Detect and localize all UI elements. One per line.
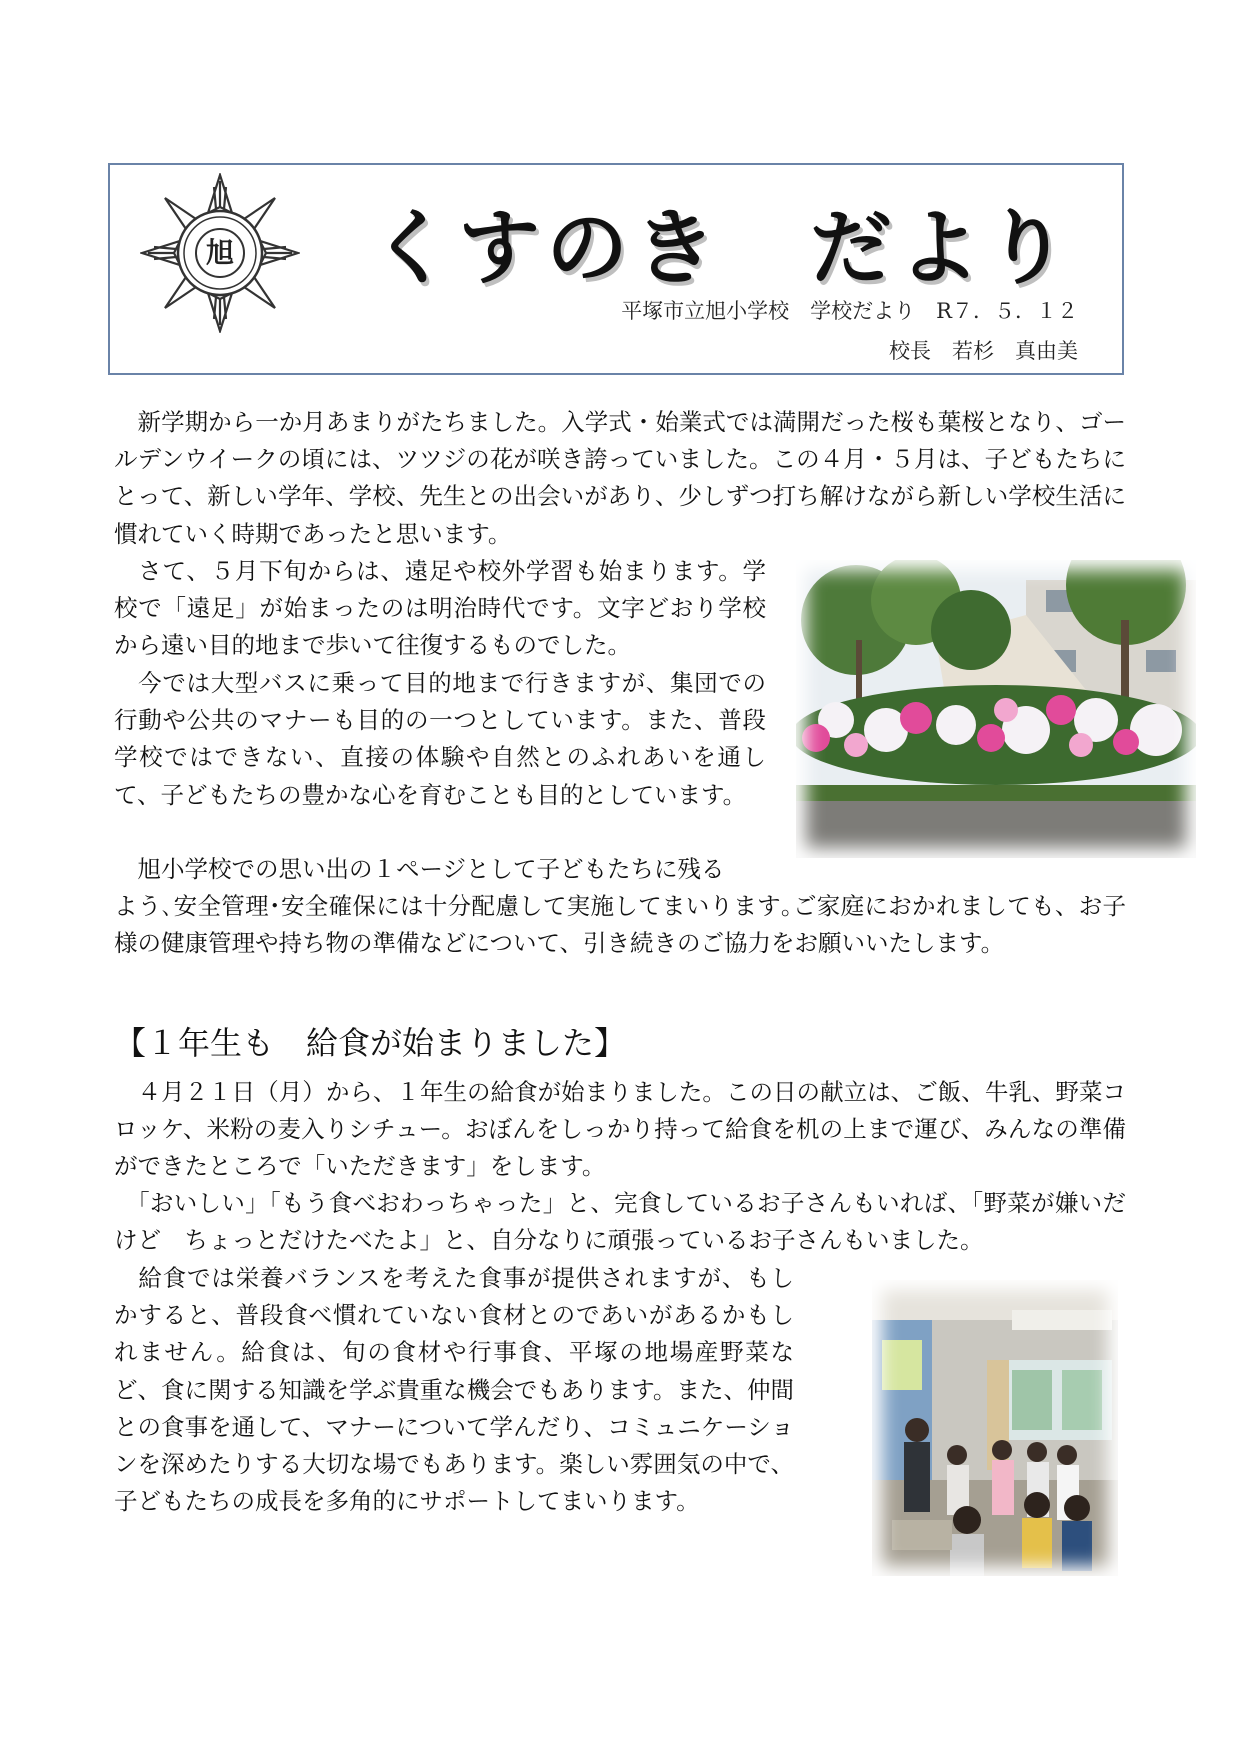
publisher-line: 平塚市立旭小学校 学校だより R７．５．１２ [621,299,1078,323]
memories-paragraph: 旭小学校での思い出の１ページとして子どもたちに残る [114,855,725,883]
azalea-photo [796,560,1196,858]
safety-paragraph: よう､安全管理･安全確保には十分配慮して実施してまいります｡ご家庭におかれましても、お子様の健康管理や持ち物の準備などについて、引き続きのご協力をお願いいたします。 [114,892,1126,958]
school-emblem [140,173,300,333]
classroom-lunch-photo [872,1280,1118,1576]
excursion-purpose-paragraph: 今では大型バスに乗って目的地まで行きますが、集団での行動や公共のマナーも目的の一つとしています。また、普段学校ではできない、直接の体験や自然とのふれあいを通して、子どもたちの豊かな心を育むことも目的としています。 [114,669,766,809]
principal-line: 校長 若杉 真由美 [889,339,1078,363]
lunch-comments-paragraph: 「おいしい」「もう食べおわっちゃった」と、完食しているお子さんもいれば、「野菜が嫌いだけど ちょっとだけたべたよ」と、自分なりに頑張っているお子さんもいました。 [114,1189,1126,1255]
excursion-paragraph: さて、５月下旬からは、遠足や校外学習も始まります。学校で「遠足」が始まったのは明治時代です。文字どおり学校から遠い目的地まで歩いて往復するものでした。 [114,557,766,660]
lunch-section-heading: 【１年生も 給食が始まりました】 [114,1024,627,1062]
lunch-start-paragraph: ４月２１日（月）から、１年生の給食が始まりました。この日の献立は、ご飯、牛乳、野菜コロッケ、米粉の麦入りシチュー。おぼんをしっかり持って給食を机の上まで運び、みんなの準備ができたところで「いただきます」をします。 [114,1078,1126,1181]
lunch-education-paragraph: 給食では栄養バランスを考えた食事が提供されますが、もしかすると、普段食べ慣れていない食材とのであいがあるかもしれません。給食は、旬の食材や行事食、平塚の地場産野菜など、食に関する知識を学ぶ貴重な機会でもあります。また、仲間との食事を通して、マナーについて学んだり、コミュニケーションを深めたりする大切な場でもあります。楽しい雰囲気の中で、子どもたちの成長を多角的にサポートしてまいります。 [114,1264,794,1516]
intro-paragraph: 新学期から一か月あまりがたちました。入学式・始業式では満開だった桜も葉桜となり、ゴールデンウイークの頃には、ツツジの花が咲き誇っていました。この４月・５月は、子どもたちにとって、新しい学年、学校、先生との出会いがあり、少しずつ打ち解けながら新しい学校生活に慣れていく時期であったと思います。 [114,408,1126,548]
newsletter-header [108,163,1124,375]
newsletter-title: くすのき だより [370,201,1075,296]
emblem-character: 旭 [205,236,234,269]
